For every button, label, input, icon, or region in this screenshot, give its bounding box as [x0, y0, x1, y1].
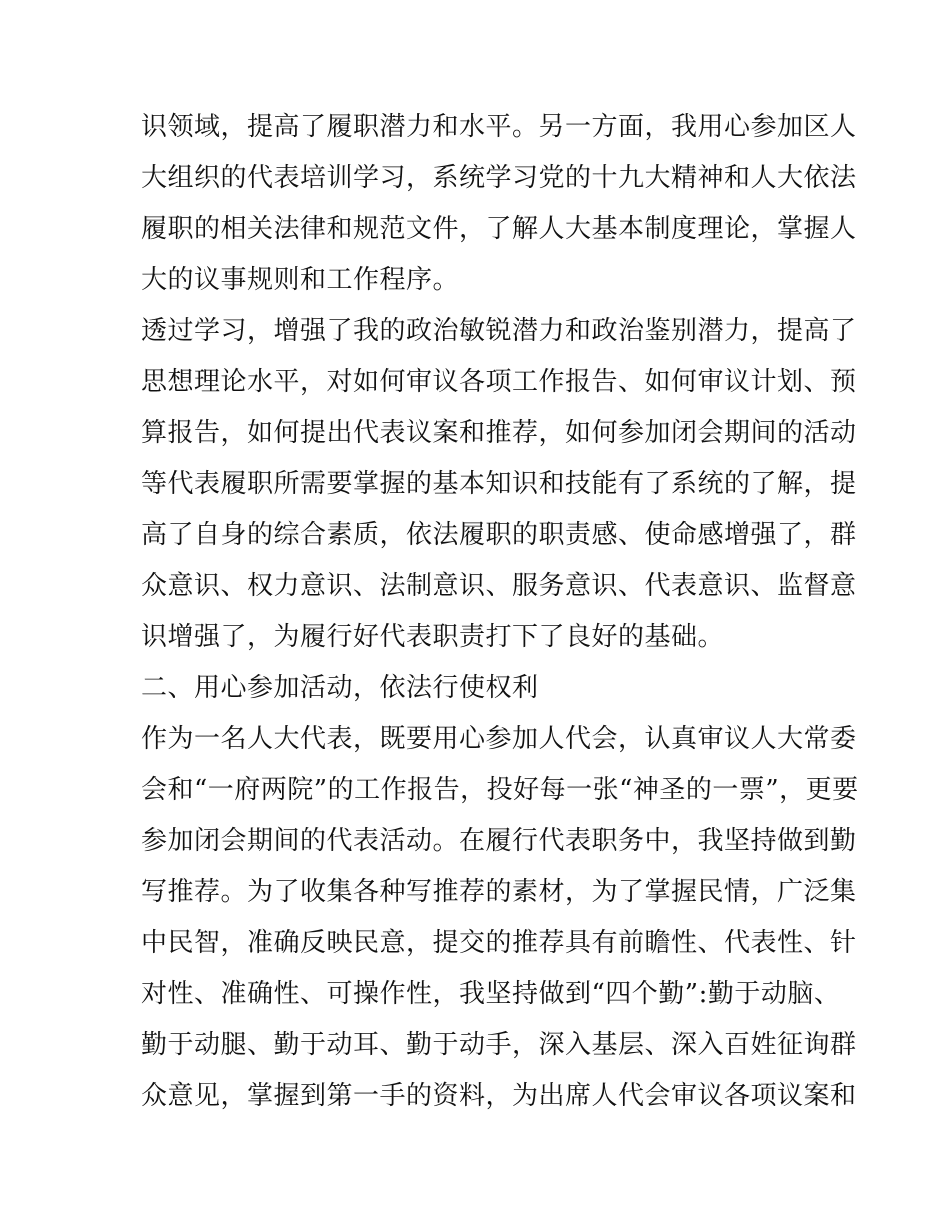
text-line: 大的议事规则和工作程序。 [141, 265, 460, 295]
text-line: 等代表履职所需要掌握的基本知识和技能有了系统的了解，提 [141, 469, 857, 499]
text-line: 高了自身的综合素质，依法履职的职责感、使命感增强了，群 [141, 520, 857, 550]
text-line: 透过学习，增强了我的政治敏锐潜力和政治鉴别潜力，提高了 [141, 316, 857, 346]
text-line: 中民智，准确反映民意，提交的推荐具有前瞻性、代表性、针 [141, 928, 857, 958]
text-line: 算报告，如何提出代表议案和推荐，如何参加闭会期间的活动 [141, 418, 857, 448]
text-line: 勤于动腿、勤于动耳、勤于动手，深入基层、深入百姓征询群 [141, 1030, 857, 1060]
text-line: 参加闭会期间的代表活动。在履行代表职务中，我坚持做到勤 [141, 826, 857, 856]
text-line: 众意见，掌握到第一手的资料，为出席人代会审议各项议案和 [141, 1081, 857, 1111]
text-line: 会和“一府两院”的工作报告，投好每一张“神圣的一票”，更要 [141, 775, 859, 805]
text-line: 大组织的代表培训学习，系统学习党的十九大精神和人大依法 [141, 163, 857, 193]
text-line: 识增强了，为履行好代表职责打下了良好的基础。 [141, 622, 725, 652]
text-line: 识领域，提高了履职潜力和水平。另一方面，我用心参加区人 [141, 112, 857, 142]
text-line: 众意识、权力意识、法制意识、服务意识、代表意识、监督意 [141, 571, 857, 601]
text-line: 作为一名人大代表，既要用心参加人代会，认真审议人大常委 [141, 724, 857, 754]
text-line: 对性、准确性、可操作性，我坚持做到“四个勤”:勤于动脑、 [141, 979, 841, 1009]
text-line: 思想理论水平，对如何审议各项工作报告、如何审议计划、预 [141, 367, 857, 397]
section-heading: 二、用心参加活动，依法行使权利 [141, 673, 539, 703]
text-line: 履职的相关法律和规范文件，了解人大基本制度理论，掌握人 [141, 214, 857, 244]
text-line: 写推荐。为了收集各种写推荐的素材，为了掌握民情，广泛集 [141, 877, 857, 907]
